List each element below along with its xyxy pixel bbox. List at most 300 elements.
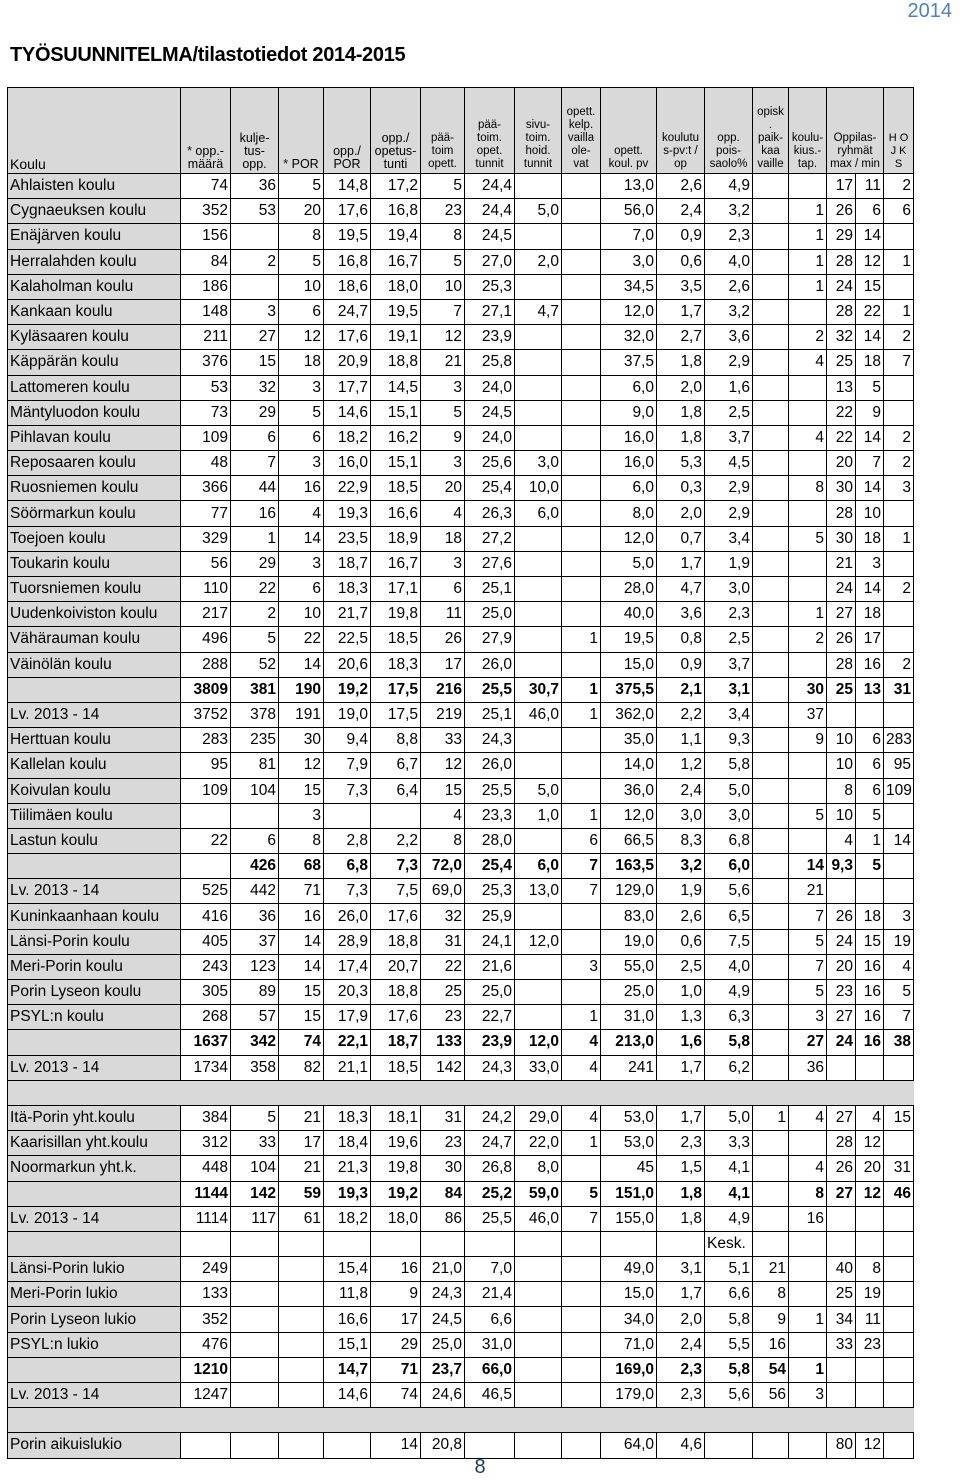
cell-opp-poissaolo: 2,3 — [705, 224, 753, 249]
cell-koulukius — [789, 1080, 827, 1105]
cell-por: 30 — [279, 728, 324, 753]
table-row — [8, 728, 914, 753]
cell-paatoim-opet-tunnit: 25,5 — [465, 778, 515, 803]
cell-koulutus-pv: 2,6 — [657, 904, 705, 929]
cell-opett-kelp — [562, 904, 601, 929]
cell-paatoim-opett: 17 — [421, 652, 465, 677]
cell-opp-maara: 405 — [181, 929, 231, 954]
cell-opp-poissaolo: 5,8 — [705, 1357, 753, 1382]
cell-por: 22 — [279, 627, 324, 652]
cell-koulutus-pv: 2,4 — [657, 778, 705, 803]
cell-opp-por — [324, 1433, 371, 1458]
cell-opp-maara: 133 — [181, 1282, 231, 1307]
cell-sivutoim-hoid-tunnit: 2,0 — [515, 249, 562, 274]
header-opp-maara: * opp.- määrä — [181, 88, 231, 174]
cell-sivutoim-hoid-tunnit — [515, 828, 562, 853]
cell-koulukius: 1 — [789, 1307, 827, 1332]
cell-kuljetus: 104 — [231, 778, 279, 803]
cell-opett-koul-pv: 66,5 — [601, 828, 657, 853]
cell-opp-por: 14,6 — [324, 1383, 371, 1408]
cell-opett-koul-pv: 83,0 — [601, 904, 657, 929]
cell-koulukius: 1 — [789, 602, 827, 627]
table-row — [8, 577, 914, 602]
cell-koulukius: 2 — [789, 627, 827, 652]
cell-sivutoim-hoid-tunnit — [515, 1307, 562, 1332]
cell-opett-koul-pv — [601, 1080, 657, 1105]
cell-opp-poissaolo: 4,1 — [705, 1156, 753, 1181]
cell-opett-kelp — [562, 1282, 601, 1307]
cell-koulutus-pv: 1,5 — [657, 1156, 705, 1181]
cell-opett-koul-pv: 163,5 — [601, 854, 657, 879]
cell-opett-kelp: 1 — [562, 1131, 601, 1156]
cell-opp-maara: 476 — [181, 1332, 231, 1357]
cell-por: 5 — [279, 400, 324, 425]
cell-paatoim-opett — [421, 1408, 465, 1433]
cell-opp-maara — [181, 1408, 231, 1433]
cell-opp-maara: 288 — [181, 652, 231, 677]
cell-opp-poissaolo: 3,1 — [705, 677, 753, 702]
cell-kuljetus: 2 — [231, 249, 279, 274]
cell-opett-kelp — [562, 551, 601, 576]
cell-sivutoim-hoid-tunnit: 13,0 — [515, 879, 562, 904]
cell-ryhmat-min: 16 — [856, 980, 884, 1005]
cell-opp-opetustunti: 18,5 — [371, 476, 421, 501]
cell-paatoim-opett: 7 — [421, 299, 465, 324]
cell-opp-por — [324, 1231, 371, 1256]
cell-opp-maara: 525 — [181, 879, 231, 904]
cell-opp-poissaolo: 7,5 — [705, 929, 753, 954]
cell-opett-koul-pv: 9,0 — [601, 400, 657, 425]
school-name: Tiilimäen koulu — [8, 803, 181, 828]
header-opett-koul-pv: opett. koul. pv — [601, 88, 657, 174]
school-name: Lv. 2013 - 14 — [8, 702, 181, 727]
cell-ryhmat-max: 26 — [827, 904, 856, 929]
cell-koulukius: 1 — [789, 1357, 827, 1382]
cell-paatoim-opet-tunnit: 23,3 — [465, 803, 515, 828]
cell-opisk-paikka — [753, 778, 789, 803]
cell-opp-maara: 22 — [181, 828, 231, 853]
cell-opisk-paikka — [753, 980, 789, 1005]
table-row — [8, 1332, 914, 1357]
cell-koulukius: 3 — [789, 1005, 827, 1030]
table-row — [8, 425, 914, 450]
cell-opp-opetustunti: 16,8 — [371, 199, 421, 224]
cell-opett-koul-pv: 32,0 — [601, 325, 657, 350]
school-name: Lv. 2013 - 14 — [8, 1206, 181, 1231]
cell-ryhmat-min: 14 — [856, 577, 884, 602]
cell-opp-maara: 53 — [181, 375, 231, 400]
cell-opp-por: 16,0 — [324, 451, 371, 476]
cell-opp-maara: 211 — [181, 325, 231, 350]
table-row — [8, 1131, 914, 1156]
cell-koulukius: 4 — [789, 350, 827, 375]
cell-paatoim-opet-tunnit: 21,4 — [465, 1282, 515, 1307]
school-name: Lv. 2013 - 14 — [8, 1383, 181, 1408]
cell-kuljetus: 36 — [231, 174, 279, 199]
cell-sivutoim-hoid-tunnit — [515, 551, 562, 576]
school-name: Länsi-Porin lukio — [8, 1257, 181, 1282]
cell-ryhmat-max: 17 — [827, 174, 856, 199]
cell-koulutus-pv: 0,9 — [657, 652, 705, 677]
cell-opett-kelp: 4 — [562, 1030, 601, 1055]
cell-opp-poissaolo — [705, 1433, 753, 1458]
cell-ryhmat-min: 13 — [856, 677, 884, 702]
cell-por — [279, 1383, 324, 1408]
school-name: Pihlavan koulu — [8, 425, 181, 450]
cell-ryhmat-max: 21 — [827, 551, 856, 576]
cell-paatoim-opett: 18 — [421, 526, 465, 551]
cell-kuljetus: 15 — [231, 350, 279, 375]
cell-kuljetus: 5 — [231, 627, 279, 652]
cell-opp-poissaolo: 2,9 — [705, 501, 753, 526]
cell-ryhmat-min: 8 — [856, 1257, 884, 1282]
school-name: PSYL:n lukio — [8, 1332, 181, 1357]
cell-ryhmat-min: 15 — [856, 929, 884, 954]
school-name: Porin aikuislukio — [8, 1433, 181, 1458]
cell-opisk-paikka — [753, 526, 789, 551]
cell-kuljetus: 342 — [231, 1030, 279, 1055]
cell-opett-kelp — [562, 602, 601, 627]
cell-kuljetus: 1 — [231, 526, 279, 551]
cell-opp-maara: 283 — [181, 728, 231, 753]
cell-sivutoim-hoid-tunnit — [515, 350, 562, 375]
cell-ryhmat-max: 28 — [827, 1131, 856, 1156]
table-row — [8, 954, 914, 979]
cell-koulukius — [789, 551, 827, 576]
cell-paatoim-opett: 30 — [421, 1156, 465, 1181]
cell-koulukius: 37 — [789, 702, 827, 727]
cell-opp-opetustunti: 15,1 — [371, 451, 421, 476]
cell-opett-kelp: 3 — [562, 954, 601, 979]
cell-paatoim-opet-tunnit: 25,0 — [465, 602, 515, 627]
cell-por: 82 — [279, 1055, 324, 1080]
school-name: Meri-Porin lukio — [8, 1282, 181, 1307]
cell-opett-koul-pv: 8,0 — [601, 501, 657, 526]
school-name: Lv. 2013 - 14 — [8, 879, 181, 904]
cell-opett-kelp — [562, 299, 601, 324]
cell-opisk-paikka — [753, 199, 789, 224]
cell-opp-maara: 156 — [181, 224, 231, 249]
cell-opett-koul-pv: 16,0 — [601, 451, 657, 476]
cell-paatoim-opett: 3 — [421, 451, 465, 476]
table-row — [8, 929, 914, 954]
table-row — [8, 602, 914, 627]
cell-koulukius: 1 — [789, 249, 827, 274]
cell-opp-por: 17,9 — [324, 1005, 371, 1030]
cell-opp-maara: 305 — [181, 980, 231, 1005]
cell-por: 14 — [279, 954, 324, 979]
cell-opett-kelp — [562, 1156, 601, 1181]
cell-ryhmat-min: 7 — [856, 451, 884, 476]
cell-ryhmat-min: 11 — [856, 174, 884, 199]
school-name — [8, 1408, 181, 1433]
header-kuljetus: kulje- tus- opp. — [231, 88, 279, 174]
cell-paatoim-opet-tunnit — [465, 1433, 515, 1458]
cell-paatoim-opett: 4 — [421, 803, 465, 828]
cell-hojks — [884, 702, 914, 727]
cell-opett-kelp — [562, 1357, 601, 1382]
cell-paatoim-opet-tunnit: 24,3 — [465, 728, 515, 753]
page-number: 8 — [474, 1456, 486, 1478]
cell-opp-maara — [181, 854, 231, 879]
school-name: Reposaaren koulu — [8, 451, 181, 476]
cell-ryhmat-max: 26 — [827, 627, 856, 652]
cell-koulutus-pv: 2,2 — [657, 702, 705, 727]
cell-opisk-paikka — [753, 274, 789, 299]
cell-paatoim-opet-tunnit: 27,9 — [465, 627, 515, 652]
header-ryhmat: Oppilas- ryhmät max / min — [827, 88, 884, 174]
cell-opett-koul-pv: 37,5 — [601, 350, 657, 375]
spacer-row — [8, 1080, 914, 1105]
cell-opp-poissaolo: 5,1 — [705, 1257, 753, 1282]
cell-hojks — [884, 1131, 914, 1156]
total-row — [8, 677, 914, 702]
header-paatoim-opet-tunnit: pää- toim. opet. tunnit — [465, 88, 515, 174]
cell-kuljetus: 117 — [231, 1206, 279, 1231]
cell-opp-maara: 366 — [181, 476, 231, 501]
cell-opp-maara: 329 — [181, 526, 231, 551]
cell-paatoim-opet-tunnit: 24,0 — [465, 375, 515, 400]
cell-por: 15 — [279, 778, 324, 803]
cell-kuljetus: 16 — [231, 501, 279, 526]
cell-ryhmat-min: 15 — [856, 274, 884, 299]
cell-opp-opetustunti: 17,5 — [371, 677, 421, 702]
cell-opett-kelp — [562, 1307, 601, 1332]
cell-ryhmat-max: 20 — [827, 954, 856, 979]
cell-opett-koul-pv: 14,0 — [601, 753, 657, 778]
cell-opp-maara: 110 — [181, 577, 231, 602]
cell-ryhmat-max: 4 — [827, 828, 856, 853]
table-row — [8, 249, 914, 274]
cell-koulukius — [789, 1257, 827, 1282]
cell-kuljetus: 6 — [231, 425, 279, 450]
cell-por: 6 — [279, 577, 324, 602]
cell-opp-por: 23,5 — [324, 526, 371, 551]
total-row — [8, 1357, 914, 1382]
cell-opett-koul-pv: 12,0 — [601, 299, 657, 324]
cell-paatoim-opet-tunnit: 27,1 — [465, 299, 515, 324]
cell-opp-por: 20,6 — [324, 652, 371, 677]
cell-koulukius — [789, 1408, 827, 1433]
cell-opp-por: 26,0 — [324, 904, 371, 929]
cell-ryhmat-max: 13 — [827, 375, 856, 400]
cell-opisk-paikka: 56 — [753, 1383, 789, 1408]
cell-opp-opetustunti: 17,2 — [371, 174, 421, 199]
cell-opp-por: 18,6 — [324, 274, 371, 299]
cell-opett-koul-pv: 213,0 — [601, 1030, 657, 1055]
cell-ryhmat-max: 20 — [827, 451, 856, 476]
school-name: Herttuan koulu — [8, 728, 181, 753]
cell-opisk-paikka — [753, 1206, 789, 1231]
cell-opp-opetustunti: 18,5 — [371, 1055, 421, 1080]
header-koulu: Koulu — [8, 88, 181, 174]
cell-kuljetus: 6 — [231, 828, 279, 853]
school-name: Ruosniemen koulu — [8, 476, 181, 501]
cell-opisk-paikka — [753, 1181, 789, 1206]
cell-sivutoim-hoid-tunnit: 5,0 — [515, 778, 562, 803]
cell-opett-kelp — [562, 249, 601, 274]
cell-sivutoim-hoid-tunnit — [515, 1332, 562, 1357]
cell-koulukius: 5 — [789, 929, 827, 954]
school-name: Kyläsaaren koulu — [8, 325, 181, 350]
cell-opp-maara: 496 — [181, 627, 231, 652]
header-opett-kelp: opett. kelp. vailla ole- vat — [562, 88, 601, 174]
cell-paatoim-opet-tunnit — [465, 1231, 515, 1256]
cell-opett-koul-pv: 56,0 — [601, 199, 657, 224]
cell-opett-koul-pv: 362,0 — [601, 702, 657, 727]
cell-kuljetus: 57 — [231, 1005, 279, 1030]
cell-opp-por: 21,3 — [324, 1156, 371, 1181]
cell-opett-kelp: 7 — [562, 854, 601, 879]
cell-hojks: 14 — [884, 828, 914, 853]
cell-kuljetus: 29 — [231, 400, 279, 425]
cell-opett-kelp: 1 — [562, 803, 601, 828]
cell-opisk-paikka — [753, 828, 789, 853]
previous-year-row — [8, 1206, 914, 1231]
cell-koulukius — [789, 1131, 827, 1156]
cell-opp-opetustunti: 7,5 — [371, 879, 421, 904]
cell-koulutus-pv: 1,8 — [657, 425, 705, 450]
cell-hojks: 4 — [884, 954, 914, 979]
cell-opp-maara: 1734 — [181, 1055, 231, 1080]
cell-koulutus-pv — [657, 1080, 705, 1105]
cell-opp-maara: 95 — [181, 753, 231, 778]
cell-paatoim-opett: 23 — [421, 199, 465, 224]
cell-opp-opetustunti: 14 — [371, 1433, 421, 1458]
cell-ryhmat-max: 80 — [827, 1433, 856, 1458]
cell-opp-poissaolo: 3,2 — [705, 299, 753, 324]
cell-hojks: 109 — [884, 778, 914, 803]
cell-paatoim-opett: 23,7 — [421, 1357, 465, 1382]
cell-sivutoim-hoid-tunnit: 5,0 — [515, 199, 562, 224]
school-name: Vähärauman koulu — [8, 627, 181, 652]
cell-paatoim-opet-tunnit: 25,1 — [465, 577, 515, 602]
cell-por: 12 — [279, 325, 324, 350]
cell-opp-opetustunti: 6,4 — [371, 778, 421, 803]
cell-ryhmat-max: 28 — [827, 299, 856, 324]
school-name: Toukarin koulu — [8, 551, 181, 576]
school-name: Käppärän koulu — [8, 350, 181, 375]
cell-koulutus-pv: 2,4 — [657, 199, 705, 224]
cell-paatoim-opet-tunnit: 25,2 — [465, 1181, 515, 1206]
cell-opp-poissaolo: 5,8 — [705, 1307, 753, 1332]
cell-paatoim-opett: 219 — [421, 702, 465, 727]
cell-hojks: 31 — [884, 677, 914, 702]
cell-opett-koul-pv — [601, 1231, 657, 1256]
cell-koulukius: 8 — [789, 1181, 827, 1206]
cell-koulutus-pv — [657, 1231, 705, 1256]
cell-sivutoim-hoid-tunnit — [515, 325, 562, 350]
cell-koulutus-pv: 1,9 — [657, 879, 705, 904]
cell-ryhmat-min: 18 — [856, 602, 884, 627]
cell-opp-poissaolo: 1,9 — [705, 551, 753, 576]
cell-ryhmat-min: 17 — [856, 627, 884, 652]
table-row — [8, 274, 914, 299]
cell-ryhmat-max: 28 — [827, 652, 856, 677]
table-row — [8, 476, 914, 501]
cell-opett-kelp: 7 — [562, 1206, 601, 1231]
cell-opp-maara: 1210 — [181, 1357, 231, 1382]
cell-opp-opetustunti: 15,1 — [371, 400, 421, 425]
cell-opisk-paikka: 1 — [753, 1105, 789, 1130]
cell-paatoim-opet-tunnit: 25,5 — [465, 1206, 515, 1231]
cell-hojks — [884, 803, 914, 828]
cell-sivutoim-hoid-tunnit — [515, 1357, 562, 1382]
previous-year-row — [8, 702, 914, 727]
cell-sivutoim-hoid-tunnit: 12,0 — [515, 1030, 562, 1055]
cell-koulutus-pv: 0,6 — [657, 249, 705, 274]
school-name: Söörmarkun koulu — [8, 501, 181, 526]
cell-ryhmat-min: 5 — [856, 854, 884, 879]
cell-ryhmat-max: 27 — [827, 1105, 856, 1130]
cell-opp-opetustunti: 20,7 — [371, 954, 421, 979]
cell-opisk-paikka — [753, 803, 789, 828]
cell-ryhmat-max: 34 — [827, 1307, 856, 1332]
cell-kuljetus — [231, 1307, 279, 1332]
table-row — [8, 551, 914, 576]
cell-opett-koul-pv: 155,0 — [601, 1206, 657, 1231]
table-row — [8, 1257, 914, 1282]
cell-koulutus-pv: 1,8 — [657, 1181, 705, 1206]
cell-ryhmat-max: 8 — [827, 778, 856, 803]
cell-opp-opetustunti: 16,6 — [371, 501, 421, 526]
cell-opisk-paikka — [753, 954, 789, 979]
cell-koulukius — [789, 451, 827, 476]
cell-kuljetus: 7 — [231, 451, 279, 476]
cell-ryhmat-max: 24 — [827, 274, 856, 299]
cell-paatoim-opett: 23 — [421, 1005, 465, 1030]
cell-opett-koul-pv — [601, 1408, 657, 1433]
cell-opp-opetustunti — [371, 1080, 421, 1105]
cell-paatoim-opet-tunnit: 25,3 — [465, 274, 515, 299]
cell-koulukius — [789, 1433, 827, 1458]
cell-opisk-paikka: 8 — [753, 1282, 789, 1307]
cell-opp-poissaolo: 6,5 — [705, 904, 753, 929]
cell-koulutus-pv: 2,3 — [657, 1383, 705, 1408]
cell-opisk-paikka — [753, 325, 789, 350]
cell-por: 15 — [279, 1005, 324, 1030]
cell-sivutoim-hoid-tunnit — [515, 904, 562, 929]
cell-paatoim-opet-tunnit: 25,9 — [465, 904, 515, 929]
cell-opisk-paikka — [753, 577, 789, 602]
cell-ryhmat-min: 12 — [856, 1181, 884, 1206]
cell-koulutus-pv: 1,7 — [657, 299, 705, 324]
cell-ryhmat-min: 16 — [856, 954, 884, 979]
cell-sivutoim-hoid-tunnit: 12,0 — [515, 929, 562, 954]
cell-opp-opetustunti: 17,6 — [371, 904, 421, 929]
cell-opisk-paikka — [753, 551, 789, 576]
cell-opisk-paikka — [753, 249, 789, 274]
cell-paatoim-opett: 142 — [421, 1055, 465, 1080]
cell-paatoim-opet-tunnit: 28,0 — [465, 828, 515, 853]
cell-opp-maara: 186 — [181, 274, 231, 299]
cell-hojks: 46 — [884, 1181, 914, 1206]
cell-opisk-paikka — [753, 753, 789, 778]
cell-paatoim-opet-tunnit: 24,2 — [465, 1105, 515, 1130]
cell-opp-poissaolo: 4,5 — [705, 451, 753, 476]
cell-paatoim-opet-tunnit: 24,7 — [465, 1131, 515, 1156]
cell-opett-kelp — [562, 1257, 601, 1282]
cell-opp-maara: 1637 — [181, 1030, 231, 1055]
school-name: Toejoen koulu — [8, 526, 181, 551]
cell-opett-kelp — [562, 1231, 601, 1256]
cell-opp-por: 14,7 — [324, 1357, 371, 1382]
cell-sivutoim-hoid-tunnit: 29,0 — [515, 1105, 562, 1130]
cell-ryhmat-max — [827, 702, 856, 727]
cell-por: 5 — [279, 249, 324, 274]
cell-ryhmat-max: 9,3 — [827, 854, 856, 879]
school-name: Kaarisillan yht.koulu — [8, 1131, 181, 1156]
